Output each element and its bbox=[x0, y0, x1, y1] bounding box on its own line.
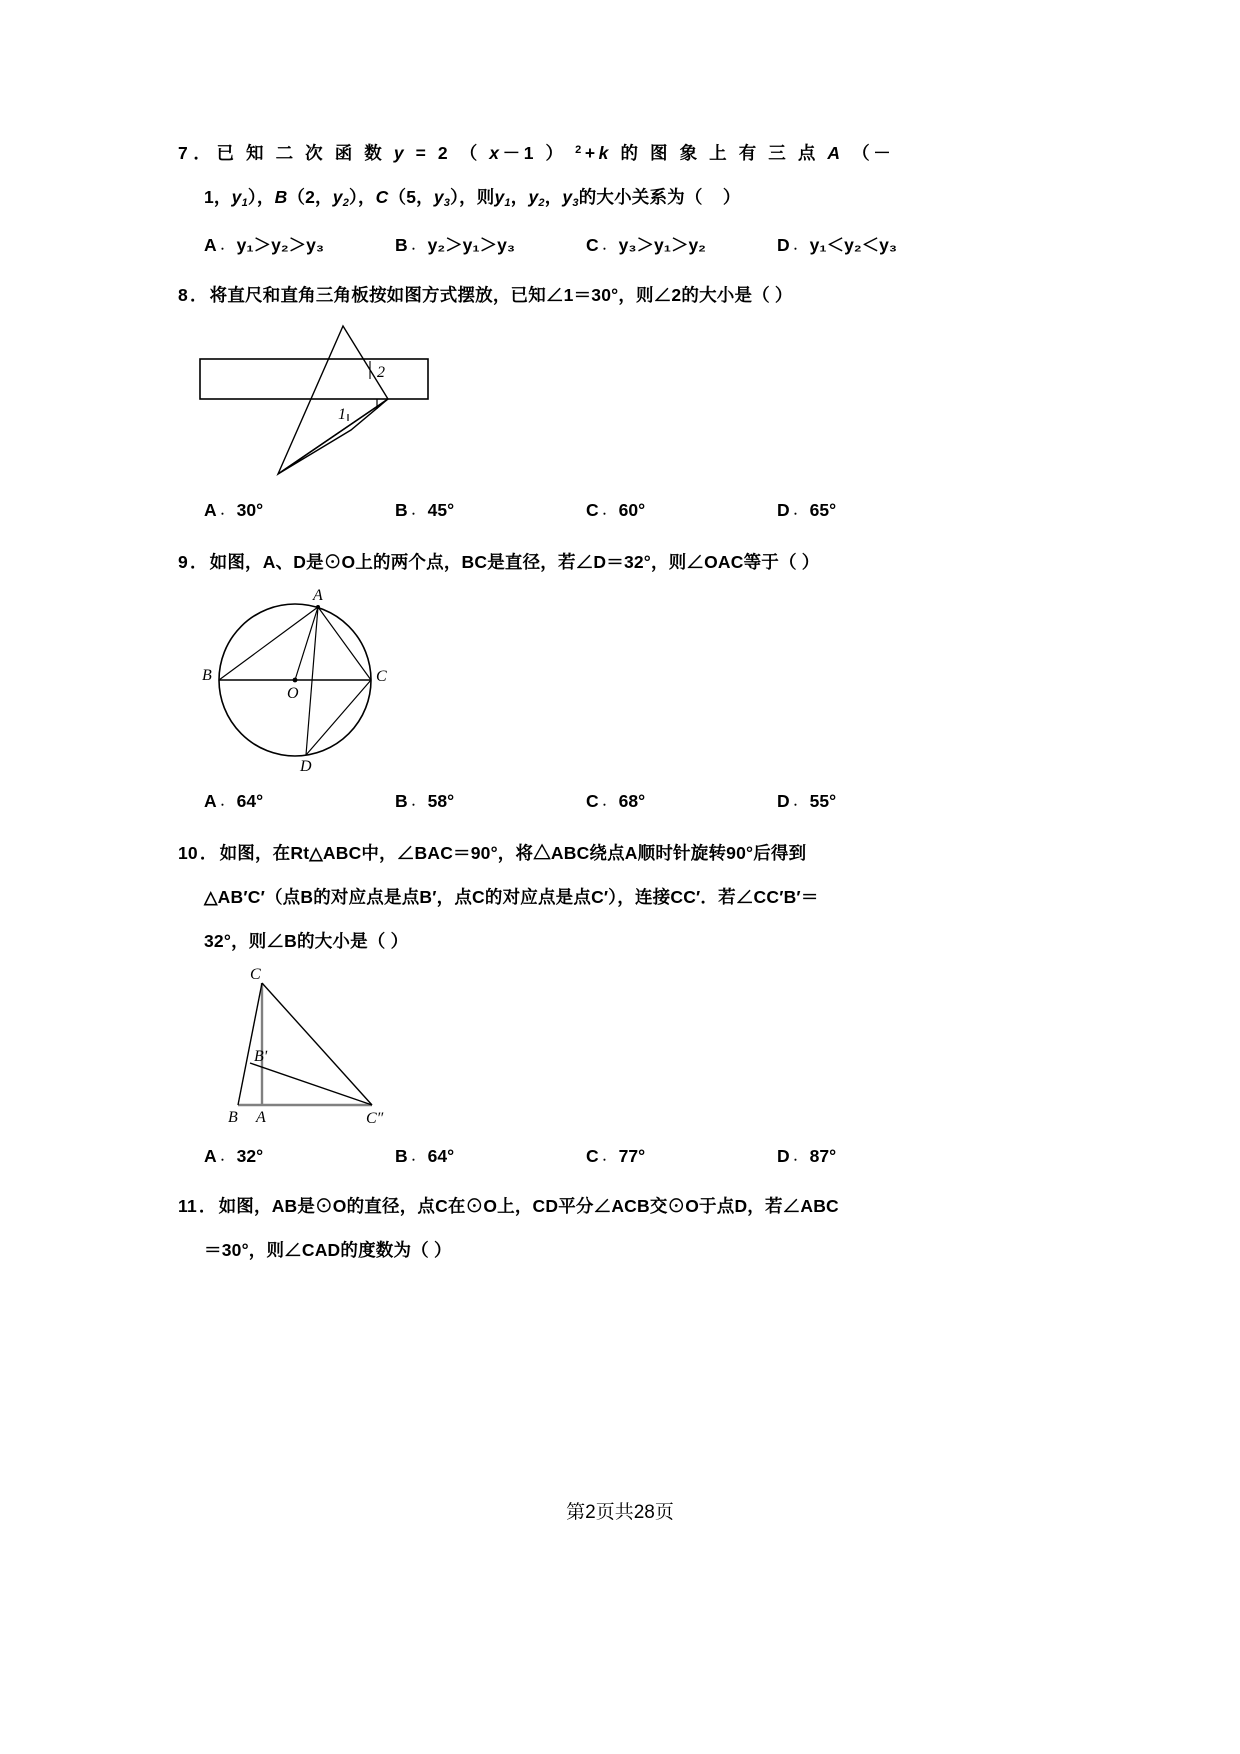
option-7-C-label: C bbox=[586, 235, 599, 255]
option-7-A-text: y₁＞y₂＞y₃ bbox=[236, 235, 324, 255]
rotated-triangle-svg bbox=[202, 965, 432, 1130]
question-7 bbox=[178, 128, 968, 265]
option-7-A[interactable]: A ． y₁＞y₂＞y₃ bbox=[204, 235, 324, 255]
question-7-number: 7 bbox=[178, 143, 192, 163]
option-10-D-label: D bbox=[777, 1146, 790, 1166]
option-8-C-text: 60° bbox=[618, 500, 646, 520]
option-8-A[interactable]: A ． 30° bbox=[204, 500, 264, 520]
point-C-label: C bbox=[250, 966, 261, 983]
option-9-D[interactable]: D ． 55° bbox=[777, 791, 837, 811]
question-9-options bbox=[178, 781, 968, 821]
option-9-A[interactable]: A ． 64° bbox=[204, 791, 264, 811]
question-8-options bbox=[178, 490, 968, 530]
option-9-B[interactable]: B ． 58° bbox=[395, 791, 455, 811]
question-10-options bbox=[178, 1136, 968, 1176]
option-7-D-label: D bbox=[777, 235, 790, 255]
option-9-C-text: 68° bbox=[618, 791, 646, 811]
circle-figure-svg bbox=[200, 588, 430, 773]
option-9-B-text: 58° bbox=[427, 791, 455, 811]
question-11-text-1: 如图，AB是⊙O的直径，点C在⊙O上，CD平分∠ACB交⊙O于点D，若∠ABC bbox=[218, 1196, 839, 1216]
angle-1-label: 1 bbox=[338, 406, 346, 423]
question-10-text-1: 如图，在Rt△ABC中，∠BAC＝90°，将△ABC绕点A顺时针旋转90°后得到 bbox=[219, 843, 807, 863]
option-10-A-label: A bbox=[204, 1146, 217, 1166]
option-10-A-text: 32° bbox=[236, 1146, 264, 1166]
option-10-C-text: 77° bbox=[618, 1146, 646, 1166]
option-9-B-label: B bbox=[395, 791, 408, 811]
question-8-number: 8 bbox=[178, 285, 188, 305]
option-7-D[interactable]: D ． y₁＜y₂＜y₃ bbox=[777, 235, 897, 255]
question-11-line-2 bbox=[178, 1228, 968, 1272]
option-10-C[interactable]: C ． 77° bbox=[586, 1146, 646, 1166]
page-footer-text: 第2页共28页 bbox=[566, 1502, 674, 1523]
question-11-number: 11 bbox=[178, 1196, 197, 1216]
question-7-line-2: 1，$y_1$），B（2，$y_2$），C（5，$y_3$），则$y_1$，$y_2$，$y_3$的大小关系为（ ） bbox=[204, 187, 741, 209]
option-8-D[interactable]: D ． 65° bbox=[777, 500, 837, 520]
question-9 bbox=[178, 540, 968, 821]
question-10-line-1: 10 ． 如图，在Rt△ABC中，∠BAC＝90°，将△ABC绕点A顺时针旋转90°后得到 bbox=[178, 843, 807, 863]
point-B-label: B bbox=[228, 1109, 238, 1126]
point-C-label: C bbox=[376, 668, 387, 685]
question-9-line-1: 9 ． 如图，A、D是⊙O上的两个点，BC是直径，若∠D＝32°，则∠OAC等于（ ） bbox=[178, 552, 820, 572]
option-8-B-text: 45° bbox=[427, 500, 455, 520]
page-footer bbox=[0, 1497, 1240, 1524]
ruler-and-triangle-svg bbox=[188, 319, 488, 484]
point-B-prime-label: Bʹ bbox=[254, 1048, 268, 1065]
option-7-B-text: y₂＞y₁＞y₃ bbox=[427, 235, 515, 255]
question-10 bbox=[178, 831, 968, 1176]
question-11 bbox=[178, 1184, 968, 1272]
question-10-text-2: △AB′C′（点B的对应点是点B′，点C的对应点是点C′），连接CC′．若∠CC′B′＝ bbox=[204, 887, 819, 907]
option-10-B[interactable]: B ． 64° bbox=[395, 1146, 455, 1166]
point-B-label: B bbox=[202, 667, 212, 684]
question-8-line-1: 8 ． 将直尺和直角三角板按如图方式摆放，已知∠1＝30°，则∠2的大小是（ ） bbox=[178, 285, 793, 305]
point-A-label: A bbox=[256, 1109, 266, 1126]
question-10-line-3 bbox=[178, 919, 968, 963]
question-9-number: 9 bbox=[178, 552, 188, 572]
question-7-line-1: 7 ． 已 知 二 次 函 数 y = 2 （ x－1 ） $^2$+k 的 图 象 上 有 三 点 A （－ bbox=[178, 143, 895, 163]
ruler-and-triangle-figure bbox=[188, 319, 968, 484]
question-11-text-2: ＝30°，则∠CAD的度数为（ ） bbox=[204, 1240, 452, 1260]
option-8-D-text: 65° bbox=[809, 500, 837, 520]
option-8-A-label: A bbox=[204, 500, 217, 520]
option-8-C[interactable]: C ． 60° bbox=[586, 500, 646, 520]
option-10-C-label: C bbox=[586, 1146, 599, 1166]
angle-2-label: 2 bbox=[377, 364, 385, 381]
option-9-C[interactable]: C ． 68° bbox=[586, 791, 646, 811]
option-8-C-label: C bbox=[586, 500, 599, 520]
question-10-line-2 bbox=[178, 875, 968, 919]
option-9-A-label: A bbox=[204, 791, 217, 811]
option-8-B-label: B bbox=[395, 500, 408, 520]
point-D-label: D bbox=[300, 758, 312, 773]
point-C-double-prime-label: C″ bbox=[366, 1110, 384, 1127]
option-10-B-label: B bbox=[395, 1146, 408, 1166]
option-9-A-text: 64° bbox=[236, 791, 264, 811]
question-11-line-1: 11 ． 如图，AB是⊙O的直径，点C在⊙O上，CD平分∠ACB交⊙O于点D，若∠ABC bbox=[178, 1196, 839, 1216]
option-8-D-label: D bbox=[777, 500, 790, 520]
question-10-number: 10 bbox=[178, 843, 198, 863]
question-10-text-3: 32°，则∠B的大小是（ ） bbox=[204, 931, 409, 951]
point-O-label: O bbox=[287, 685, 299, 702]
question-7-dot: ． bbox=[193, 143, 215, 163]
option-10-D[interactable]: D ． 87° bbox=[777, 1146, 837, 1166]
chord-AC bbox=[318, 607, 371, 680]
circle-figure bbox=[200, 588, 968, 773]
option-7-C[interactable]: C ． y₃＞y₁＞y₂ bbox=[586, 235, 706, 255]
chord-AD bbox=[306, 607, 318, 755]
option-9-D-text: 55° bbox=[809, 791, 837, 811]
question-7-options bbox=[178, 225, 968, 265]
option-8-B[interactable]: B ． 45° bbox=[395, 500, 455, 520]
point-A-dot bbox=[316, 605, 320, 609]
option-7-A-label: A bbox=[204, 235, 217, 255]
option-9-D-label: D bbox=[777, 791, 790, 811]
option-7-D-text: y₁＜y₂＜y₃ bbox=[809, 235, 897, 255]
question-8-text: 将直尺和直角三角板按如图方式摆放，已知∠1＝30°，则∠2的大小是（ ） bbox=[209, 285, 793, 305]
center-point-O bbox=[293, 678, 298, 683]
option-10-A[interactable]: A ． 32° bbox=[204, 1146, 264, 1166]
chord-AB bbox=[219, 607, 318, 680]
triangle-board-outline bbox=[278, 326, 388, 474]
page-content bbox=[178, 128, 968, 1278]
segment-CB bbox=[238, 983, 262, 1105]
option-10-B-text: 64° bbox=[427, 1146, 455, 1166]
option-7-B-label: B bbox=[395, 235, 408, 255]
option-9-C-label: C bbox=[586, 791, 599, 811]
option-7-C-text: y₃＞y₁＞y₂ bbox=[618, 235, 706, 255]
question-9-text: 如图，A、D是⊙O上的两个点，BC是直径，若∠D＝32°，则∠OAC等于（ ） bbox=[209, 552, 820, 572]
point-A-label: A bbox=[313, 588, 323, 604]
rotated-triangle-figure bbox=[202, 965, 968, 1130]
question-8 bbox=[178, 273, 968, 530]
option-7-B[interactable]: B ． y₂＞y₁＞y₃ bbox=[395, 235, 515, 255]
option-8-A-text: 30° bbox=[236, 500, 264, 520]
option-10-D-text: 87° bbox=[809, 1146, 837, 1166]
